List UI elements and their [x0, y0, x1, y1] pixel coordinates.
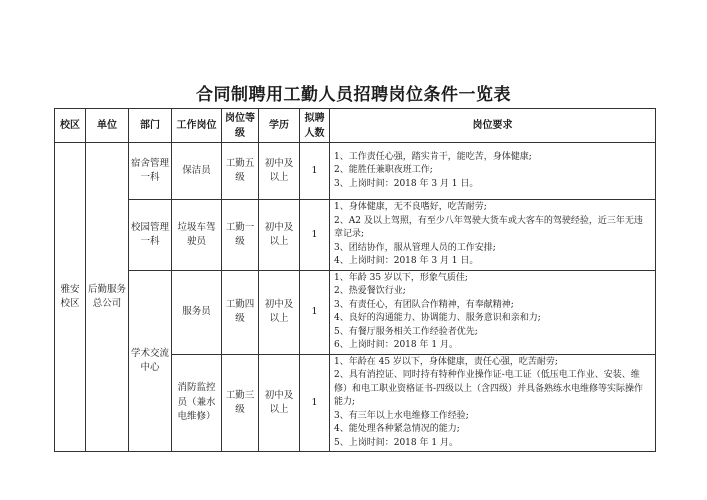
req-line: 5、上岗时间：2018 年 1 月。	[334, 437, 458, 448]
dept-cell: 学术交流中心	[129, 270, 172, 452]
post-cell: 保洁员	[172, 143, 222, 200]
req-line: 4、良好的沟通能力、协调能力、服务意识和亲和力;	[334, 313, 541, 323]
level-cell: 工勤一级	[222, 200, 259, 271]
req-line: 1、年龄 35 岁以下，形象气质佳;	[334, 272, 468, 283]
req-line: 4、上岗时间：2018 年 3 月 1 日。	[334, 256, 479, 266]
count-cell: 1	[300, 200, 330, 271]
req-line: 2、热爱餐饮行业;	[334, 286, 406, 296]
count-cell: 1	[300, 270, 330, 354]
req-line: 2、具有消控证、同时持有特种作业操作证-电工证（低压电工作业、安装、维修）和电工职业资格证书-四级以上（含四级）并具备熟练水电维修等实际操作能力;	[334, 370, 644, 407]
req-line: 3、团结协作，服从管理人员的工作安排;	[334, 242, 496, 253]
count-cell: 1	[300, 143, 330, 200]
req-line: 2、A2 及以上驾照，有至少八年驾驶大货车或大客车的驾驶经验，近三年无违章记录;	[334, 215, 643, 239]
req-cell	[330, 354, 656, 452]
req-cell	[330, 143, 656, 200]
post-cell: 服务员	[172, 270, 222, 354]
edu-cell: 初中及以上	[259, 270, 300, 354]
count-cell: 1	[300, 354, 330, 452]
level-cell: 工勤五级	[222, 143, 259, 200]
req-cell	[330, 200, 656, 271]
campus-cell: 雅安校区	[55, 143, 86, 452]
edu-cell: 初中及以上	[259, 354, 300, 452]
post-cell: 垃圾车驾驶员	[172, 200, 222, 271]
table-row	[55, 143, 656, 200]
page-title: 合同制聘用工勤人员招聘岗位条件一览表	[196, 85, 511, 105]
header-campus: 校区	[55, 109, 86, 143]
level-cell: 工勤四级	[222, 270, 259, 354]
recruitment-table	[54, 108, 656, 452]
unit-cell: 后勤服务总公司	[86, 143, 129, 452]
req-cell	[330, 270, 656, 354]
header-dept: 部门	[129, 109, 172, 143]
req-line: 1、工作责任心强，踏实肯干，能吃苦，身体健康;	[334, 151, 532, 162]
req-line: 3、有责任心，有团队合作精神，有奉献精神;	[334, 299, 514, 310]
dept-cell: 校园管理一科	[129, 200, 172, 271]
edu-cell: 初中及以上	[259, 143, 300, 200]
req-line: 3、上岗时间：2018 年 3 月 1 日。	[334, 178, 479, 189]
level-cell: 工勤三级	[222, 354, 259, 452]
header-level: 岗位等级	[222, 109, 259, 143]
header-req: 岗位要求	[330, 109, 656, 143]
header-edu: 学历	[259, 109, 300, 143]
req-line: 1、身体健康，无不良嗜好，吃苦耐劳;	[334, 202, 487, 212]
header-count: 拟聘人数	[300, 109, 330, 143]
header-post: 工作岗位	[172, 109, 222, 143]
header-row	[55, 109, 656, 143]
header-unit: 单位	[86, 109, 129, 143]
req-line: 5、有餐厅服务相关工作经验者优先;	[334, 326, 478, 337]
edu-cell: 初中及以上	[259, 200, 300, 271]
req-line: 4、能处理各种紧急情况的能力;	[334, 424, 460, 434]
req-line: 3、有三年以上水电维修工作经验;	[334, 410, 469, 421]
dept-cell: 宿舍管理一科	[129, 143, 172, 200]
table-row	[55, 270, 656, 354]
table-row	[55, 200, 656, 271]
req-line: 6、上岗时间：2018 年 1 月。	[334, 340, 458, 350]
post-cell: 消防监控员（兼水电维修）	[172, 354, 222, 452]
req-line: 1、年龄在 45 岁以下，身体健康，责任心强，吃苦耐劳;	[334, 356, 558, 367]
req-line: 2、能胜任兼职夜班工作;	[334, 165, 433, 176]
